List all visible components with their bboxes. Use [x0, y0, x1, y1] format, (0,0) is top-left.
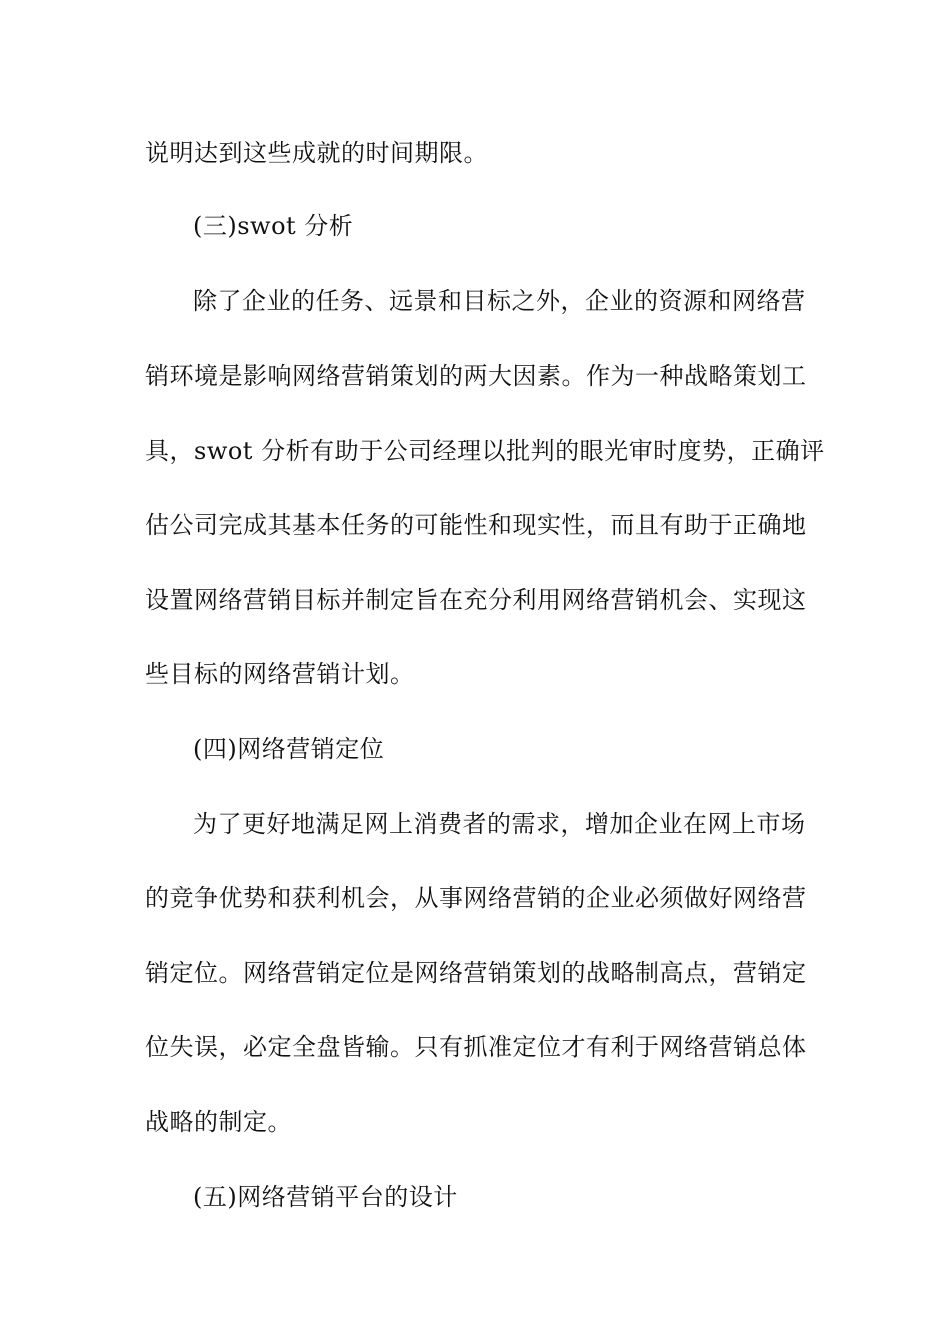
section-heading-positioning: (四)网络营销定位 [193, 735, 385, 763]
paragraph-line: 估公司完成其基本任务的可能性和现实性，而且有助于正确地 [145, 511, 807, 539]
paragraph-line: 销环境是影响网络营销策划的两大因素。作为一种战略策划工 [145, 362, 807, 390]
paragraph-line: 些目标的网络营销计划。 [145, 660, 415, 688]
paragraph-line: 销定位。网络营销定位是网络营销策划的战略制高点，营销定 [145, 959, 807, 987]
paragraph-line: 的竞争优势和获利机会，从事网络营销的企业必须做好网络营 [145, 884, 807, 912]
paragraph-line: 除了企业的任务、远景和目标之外，企业的资源和网络营 [193, 287, 806, 315]
paragraph-line: 位失误，必定全盘皆输。只有抓准定位才有利于网络营销总体 [145, 1033, 807, 1061]
paragraph-line: 说明达到这些成就的时间期限。 [145, 139, 488, 167]
paragraph-line: 设置网络营销目标并制定旨在充分利用网络营销机会、实现这 [145, 586, 807, 614]
section-heading-swot: (三)swot 分析 [193, 212, 354, 240]
section-heading-platform-design: (五)网络营销平台的设计 [193, 1183, 458, 1211]
paragraph-line: 战略的制定。 [145, 1108, 292, 1136]
paragraph-line: 为了更好地满足网上消费者的需求，增加企业在网上市场 [193, 810, 806, 838]
paragraph-line: 具，swot 分析有助于公司经理以批判的眼光审时度势，正确评 [145, 437, 825, 465]
